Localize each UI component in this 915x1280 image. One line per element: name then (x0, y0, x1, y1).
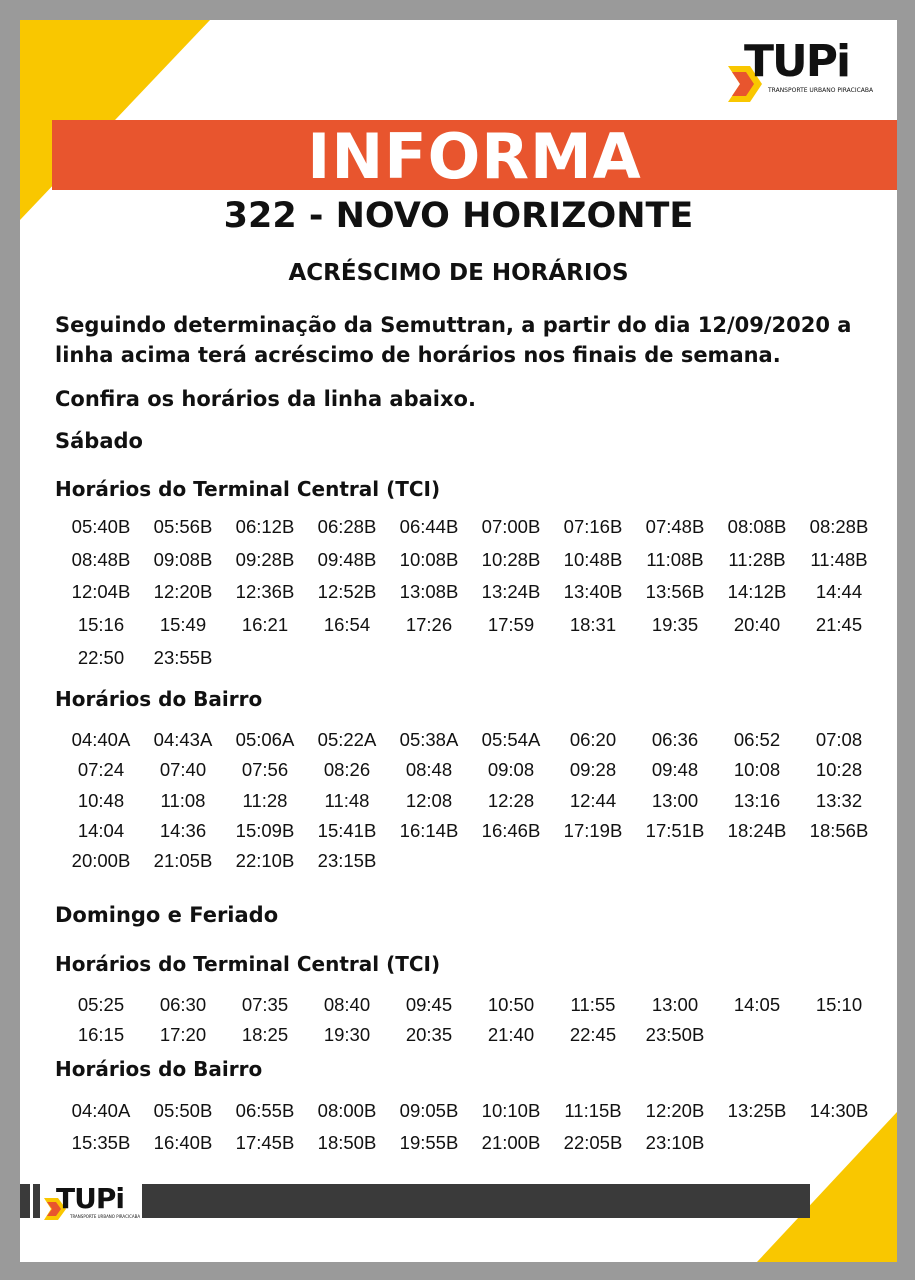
departure-time: 14:36 (159, 819, 207, 841)
departure-time: 11:55 (570, 994, 616, 1015)
departure-time: 16:15 (77, 1024, 125, 1045)
departure-time: 16:14B (399, 819, 459, 841)
departure-time: 22:45 (569, 1024, 617, 1045)
departure-time: 22:05B (563, 1132, 623, 1153)
intro-line-1: Seguindo determinação da Semuttran, a partir do dia 12/09/2020 a (55, 313, 852, 337)
departure-time: 13:00 (651, 789, 699, 811)
departure-time: 13:32 (815, 789, 863, 811)
departure-time: 13:25B (727, 1100, 787, 1121)
departure-time: 05:06A (235, 729, 295, 750)
departure-time: 09:08 (487, 759, 535, 781)
departure-time: 11:28 (242, 789, 288, 811)
departure-time: 16:54 (323, 614, 371, 636)
departure-time: 09:05B (399, 1100, 459, 1121)
departure-time: 10:48 (77, 789, 125, 811)
departure-time: 11:28B (728, 548, 786, 570)
departure-time: 06:12B (235, 516, 295, 537)
intro-paragraph (55, 310, 885, 370)
line-title: 322 - NOVO HORIZONTE (223, 196, 694, 236)
departure-time: 04:40A (71, 729, 131, 750)
departure-time: 07:16B (563, 516, 623, 537)
departure-time: 18:25 (241, 1024, 289, 1045)
notice-subtitle: ACRÉSCIMO DE HORÁRIOS (288, 260, 629, 286)
notice-sheet (20, 20, 897, 1262)
departure-time: 15:10 (815, 994, 863, 1015)
departure-time: 13:56B (645, 581, 705, 603)
departure-time: 07:08 (815, 729, 863, 750)
departure-time: 21:05B (153, 850, 213, 872)
svg-text:TUPi: TUPi (56, 1182, 124, 1215)
departure-time: 04:43A (153, 729, 213, 750)
departure-time: 19:35 (651, 614, 699, 636)
departure-time: 16:21 (241, 614, 289, 636)
departure-time: 05:25 (77, 994, 125, 1015)
departure-time: 06:44B (399, 516, 459, 537)
departure-time: 05:56B (153, 516, 213, 537)
sabado-bairro-times (60, 729, 880, 880)
domingo-heading: Domingo e Feriado (55, 903, 279, 927)
departure-time: 23:15B (317, 850, 377, 872)
departure-time: 20:40 (733, 614, 781, 636)
domingo-tci-heading: Horários do Terminal Central (TCI) (55, 952, 441, 976)
departure-time: 12:36B (235, 581, 295, 603)
departure-time: 07:00B (481, 516, 541, 537)
departure-time: 17:19B (563, 819, 623, 841)
departure-time: 10:08 (733, 759, 781, 781)
departure-time: 08:00B (317, 1100, 377, 1121)
tupi-logo (728, 28, 878, 110)
domingo-bairro-times (60, 1100, 880, 1164)
departure-time: 14:05 (733, 994, 781, 1015)
departure-time: 11:15B (564, 1100, 622, 1121)
departure-time: 20:35 (405, 1024, 453, 1045)
departure-time: 05:22A (317, 729, 377, 750)
svg-text:TRANSPORTE URBANO PIRACICABA: TRANSPORTE URBANO PIRACICABA (70, 1214, 141, 1219)
departure-time: 11:48 (324, 789, 370, 811)
departure-time: 14:12B (727, 581, 787, 603)
departure-time: 09:08B (153, 548, 213, 570)
departure-time: 06:52 (733, 729, 781, 750)
departure-time: 05:54A (481, 729, 541, 750)
departure-time: 16:40B (153, 1132, 213, 1153)
departure-time: 09:45 (405, 994, 453, 1015)
svg-text:TRANSPORTE URBANO PIRACICABA: TRANSPORTE URBANO PIRACICABA (768, 87, 874, 94)
departure-time: 10:08B (399, 548, 459, 570)
departure-time: 15:41B (317, 819, 377, 841)
departure-time: 13:16 (733, 789, 781, 811)
departure-time: 15:16 (77, 614, 125, 636)
departure-time: 08:48 (405, 759, 453, 781)
departure-time: 17:51B (645, 819, 705, 841)
departure-time: 12:52B (317, 581, 377, 603)
banner-title: INFORMA (307, 120, 642, 193)
departure-time: 19:30 (323, 1024, 371, 1045)
svg-text:TUPi: TUPi (744, 36, 850, 87)
departure-time: 12:28 (487, 789, 535, 811)
departure-time: 08:40 (323, 994, 371, 1015)
sabado-bairro-heading: Horários do Bairro (55, 687, 263, 711)
departure-time: 16:46B (481, 819, 541, 841)
departure-time: 23:55B (153, 646, 213, 668)
departure-time: 06:20 (569, 729, 617, 750)
departure-time: 07:48B (645, 516, 705, 537)
domingo-bairro-heading: Horários do Bairro (55, 1057, 263, 1081)
departure-time: 11:08 (160, 789, 206, 811)
departure-time: 17:59 (487, 614, 535, 636)
departure-time: 10:50 (487, 994, 535, 1015)
departure-time: 10:28B (481, 548, 541, 570)
departure-time: 23:50B (645, 1024, 705, 1045)
departure-time: 21:40 (487, 1024, 535, 1045)
departure-time: 21:00B (481, 1132, 541, 1153)
departure-time: 11:08B (646, 548, 704, 570)
departure-time: 12:20B (645, 1100, 705, 1121)
departure-time: 15:09B (235, 819, 295, 841)
departure-time: 10:28 (815, 759, 863, 781)
departure-time: 04:40A (71, 1100, 131, 1121)
intro-line-2: linha acima terá acréscimo de horários nos finais de semana. (55, 343, 781, 367)
departure-time: 09:28 (569, 759, 617, 781)
departure-time: 07:40 (159, 759, 207, 781)
departure-time: 09:28B (235, 548, 295, 570)
departure-time: 17:26 (405, 614, 453, 636)
departure-time: 06:55B (235, 1100, 295, 1121)
sabado-tci-heading: Horários do Terminal Central (TCI) (55, 477, 441, 501)
departure-time: 20:00B (71, 850, 131, 872)
departure-time: 18:31 (569, 614, 617, 636)
departure-time: 22:50 (77, 646, 125, 668)
confira-text: Confira os horários da linha abaixo. (55, 387, 476, 411)
sabado-heading: Sábado (55, 429, 143, 453)
departure-time: 09:48 (651, 759, 699, 781)
departure-time: 13:08B (399, 581, 459, 603)
departure-time: 07:24 (77, 759, 125, 781)
departure-time: 12:04B (71, 581, 131, 603)
departure-time: 13:00 (651, 994, 699, 1015)
departure-time: 22:10B (235, 850, 295, 872)
departure-time: 23:10B (645, 1132, 705, 1153)
departure-time: 08:08B (727, 516, 787, 537)
departure-time: 05:40B (71, 516, 131, 537)
departure-time: 15:35B (71, 1132, 131, 1153)
departure-time: 09:48B (317, 548, 377, 570)
departure-time: 06:36 (651, 729, 699, 750)
departure-time: 17:20 (159, 1024, 207, 1045)
departure-time: 06:30 (159, 994, 207, 1015)
departure-time: 21:45 (815, 614, 863, 636)
departure-time: 14:30B (809, 1100, 869, 1121)
sabado-tci-times (60, 516, 880, 679)
departure-time: 13:24B (481, 581, 541, 603)
departure-time: 05:38A (399, 729, 459, 750)
tupi-footer-logo (20, 1176, 142, 1226)
departure-time: 12:08 (405, 789, 453, 811)
departure-time: 14:04 (77, 819, 125, 841)
departure-time: 19:55B (399, 1132, 459, 1153)
departure-time: 14:44 (815, 581, 863, 603)
departure-time: 18:56B (809, 819, 869, 841)
departure-time: 10:10B (481, 1100, 541, 1121)
departure-time: 18:24B (727, 819, 787, 841)
departure-time: 12:44 (569, 789, 617, 811)
departure-time: 05:50B (153, 1100, 213, 1121)
departure-time: 17:45B (235, 1132, 295, 1153)
departure-time: 12:20B (153, 581, 213, 603)
departure-time: 10:48B (563, 548, 623, 570)
departure-time: 08:48B (71, 548, 131, 570)
departure-time: 07:35 (241, 994, 289, 1015)
departure-time: 07:56 (241, 759, 289, 781)
departure-time: 06:28B (317, 516, 377, 537)
departure-time: 11:48B (810, 548, 868, 570)
departure-time: 15:49 (159, 614, 207, 636)
departure-time: 08:28B (809, 516, 869, 537)
departure-time: 18:50B (317, 1132, 377, 1153)
domingo-tci-times (60, 994, 880, 1054)
departure-time: 08:26 (323, 759, 371, 781)
departure-time: 13:40B (563, 581, 623, 603)
